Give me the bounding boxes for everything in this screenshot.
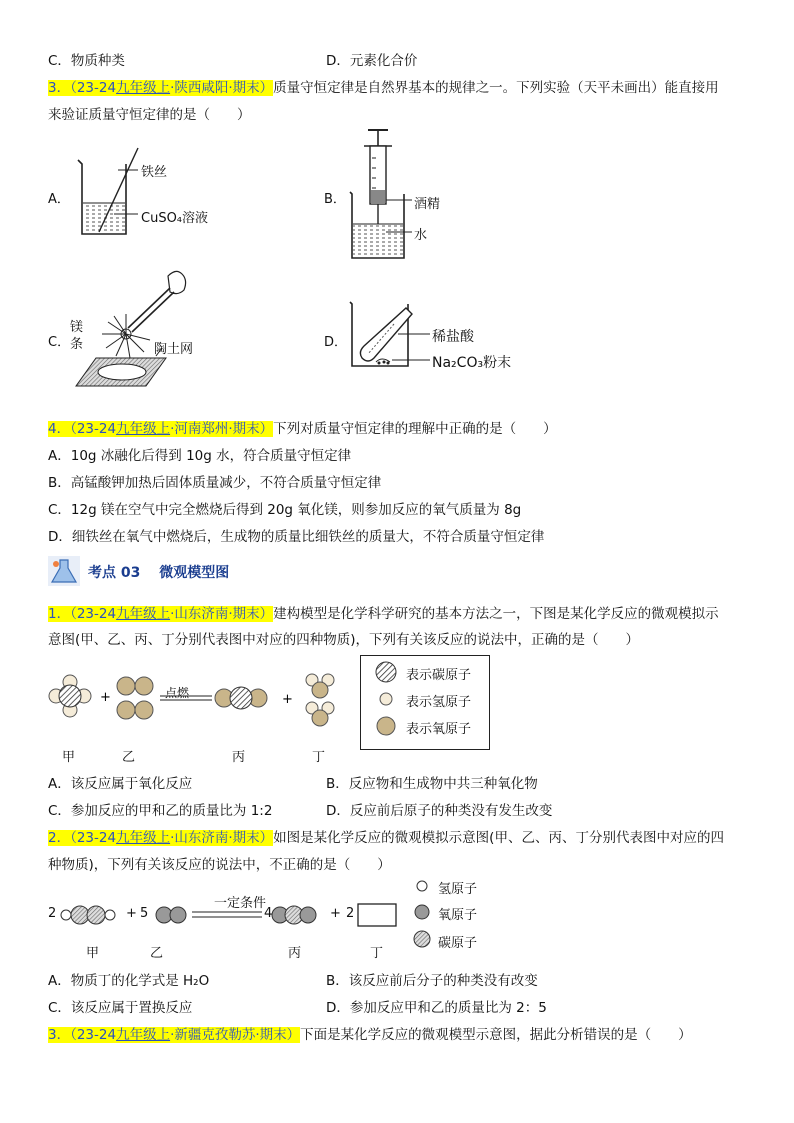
q4-stem: 4．（23-24九年级上·河南郑州·期末）下列对质量守恒定律的理解中正确的是（ ） (48, 421, 557, 437)
q2-legend-carbon: 碳原子 (438, 936, 478, 951)
q3b-stem: 3．（23-24九年级上·新疆克孜勒苏·期末）下面是某化学反应的微观模型示意图，据此分析错误的是（ ） (48, 1027, 692, 1043)
q2-option-b[interactable]: B．该反应前后分子的种类没有改变 (326, 973, 538, 989)
q1-option-b[interactable]: B．反应物和生成物中共三种氧化物 (326, 776, 538, 792)
q3a-option-c[interactable]: C． (48, 335, 71, 350)
q2-label-yi: 乙 (150, 946, 164, 961)
q2-option-a[interactable]: A．物质丁的化学式是 H₂O (48, 973, 210, 989)
q1-option-c[interactable]: C．参加反应的甲和乙的质量比为 1:2 (48, 803, 273, 819)
q2-legend-carbon-atom (414, 931, 430, 947)
q3a-option-b[interactable]: B． (324, 192, 346, 207)
prev-option-c: C．物质种类 (48, 53, 125, 69)
section-title: 微观模型图 (159, 565, 230, 581)
q1-condition: 点燃 (165, 686, 190, 700)
q2-coef-jia: 2 (48, 906, 57, 921)
q2-option-d[interactable]: D．参加反应甲和乙的质量比为 2：5 (326, 1000, 547, 1016)
q3a-option-a[interactable]: A． (48, 192, 70, 207)
q1-option-d[interactable]: D．反应前后原子的种类没有发生改变 (326, 803, 553, 819)
q1-legend-hydrogen: 表示氢原子 (406, 695, 472, 710)
q1-legend-atoms (372, 662, 402, 742)
legend-hydrogen-atom (380, 693, 392, 705)
q2-label-bing: 丙 (288, 946, 302, 961)
label-hcl: 稀盐酸 (432, 329, 474, 345)
svg-text:+: + (100, 690, 111, 705)
label-cuso4: CuSO₄溶液 (141, 211, 209, 226)
q2-condition: 一定条件 (214, 896, 267, 911)
label-ceramic-net: 陶土网 (154, 342, 194, 357)
q2-legend-hydrogen: 氢原子 (438, 882, 478, 897)
q1-label-yi: 乙 (122, 750, 136, 765)
q1-label-ding: 丁 (312, 750, 326, 765)
q1-legend-carbon: 表示碳原子 (406, 668, 472, 683)
q2-plus-2: + (330, 906, 341, 921)
q1-label-jia: 甲 (62, 750, 76, 765)
q4-option-b[interactable]: B．高锰酸钾加热后固体质量减少，不符合质量守恒定律 (48, 475, 382, 491)
label-mg-2: 条 (70, 337, 84, 352)
q4-tag: 4．（23-24九年级上·河南郑州·期末） (48, 421, 274, 437)
q1-tag: 1．（23-24九年级上·山东济南·期末） (48, 606, 274, 622)
q2-stem-2: 种物质)，下列有关该反应的说法中，不正确的是（ ） (48, 857, 391, 873)
q2-legend-atoms (412, 878, 432, 948)
q4-option-a[interactable]: A．10g 冰融化后得到 10g 水，符合质量守恒定律 (48, 448, 352, 464)
legend-carbon-atom (376, 662, 396, 682)
q2-legend-oxygen-atom (415, 905, 429, 919)
q2-label-ding: 丁 (370, 946, 384, 961)
q1-stem: 1．（23-24九年级上·山东济南·期末）建构模型是化学科学研究的基本方法之一，下图是某化学反应的微观模拟示 (48, 606, 719, 622)
label-water: 水 (414, 228, 428, 243)
q2-label-jia: 甲 (86, 946, 100, 961)
section-label: 考点 03 (88, 565, 141, 581)
q2-option-c[interactable]: C．该反应属于置换反应 (48, 1000, 193, 1016)
magnesium-burning-diagram (86, 266, 206, 386)
svg-text:+: + (282, 692, 293, 707)
flask-icon (48, 556, 80, 586)
q2-stem: 2．（23-24九年级上·山东济南·期末）如图是某化学反应的微观模拟示意图(甲、乙、丙、丁分别代表图中对应的四 (48, 830, 724, 846)
label-iron-wire: 铁丝 (141, 165, 168, 180)
q2-coef-ding: 2 (346, 906, 355, 921)
q2-plus-1: + (126, 906, 137, 921)
q4-option-c[interactable]: C．12g 镁在空气中完全燃烧后得到 20g 氧化镁，则参加反应的氧气质量为 8g (48, 502, 522, 518)
q2-reaction-diagram (58, 900, 398, 930)
label-na2co3: Na₂CO₃粉末 (432, 355, 512, 371)
q2-tag: 2．（23-24九年级上·山东济南·期末） (48, 830, 274, 846)
q2-coef-yi: 5 (140, 906, 149, 921)
q3a-stem: 3．（23-24九年级上·陕西咸阳·期末）质量守恒定律是自然界基本的规律之一。下列实验（天平未画出）能直接用 (48, 80, 719, 96)
legend-oxygen-atom (377, 717, 395, 735)
section-header (88, 562, 229, 582)
q1-reaction-diagram (44, 668, 344, 738)
q3a-tag: 3．（23-24九年级上·陕西咸阳·期末） (48, 80, 274, 96)
q1-label-bing: 丙 (232, 750, 246, 765)
q2-legend-oxygen: 氧原子 (438, 908, 478, 923)
q1-stem-2: 意图(甲、乙、丙、丁分别代表图中对应的四种物质)，下列有关该反应的说法中，正确的是（ ） (48, 632, 640, 648)
label-alcohol: 酒精 (414, 197, 441, 212)
q3b-tag: 3．（23-24九年级上·新疆克孜勒苏·期末） (48, 1027, 301, 1043)
q1-option-a[interactable]: A．该反应属于氧化反应 (48, 776, 193, 792)
q3a-stem-2: 来验证质量守恒定律的是（ ） (48, 107, 251, 123)
q1-legend-oxygen: 表示氧原子 (406, 722, 472, 737)
q3a-option-d[interactable]: D． (324, 335, 348, 350)
testtube-beaker-diagram (346, 300, 436, 372)
label-mg-1: 镁 (70, 320, 84, 335)
q4-option-d[interactable]: D．细铁丝在氧气中燃烧后，生成物的质量比细铁丝的质量大，不符合质量守恒定律 (48, 529, 545, 545)
prev-option-d: D．元素化合价 (326, 53, 418, 69)
q2-coef-bing: 4 (264, 906, 273, 921)
q2-legend-hydrogen-atom (417, 881, 427, 891)
